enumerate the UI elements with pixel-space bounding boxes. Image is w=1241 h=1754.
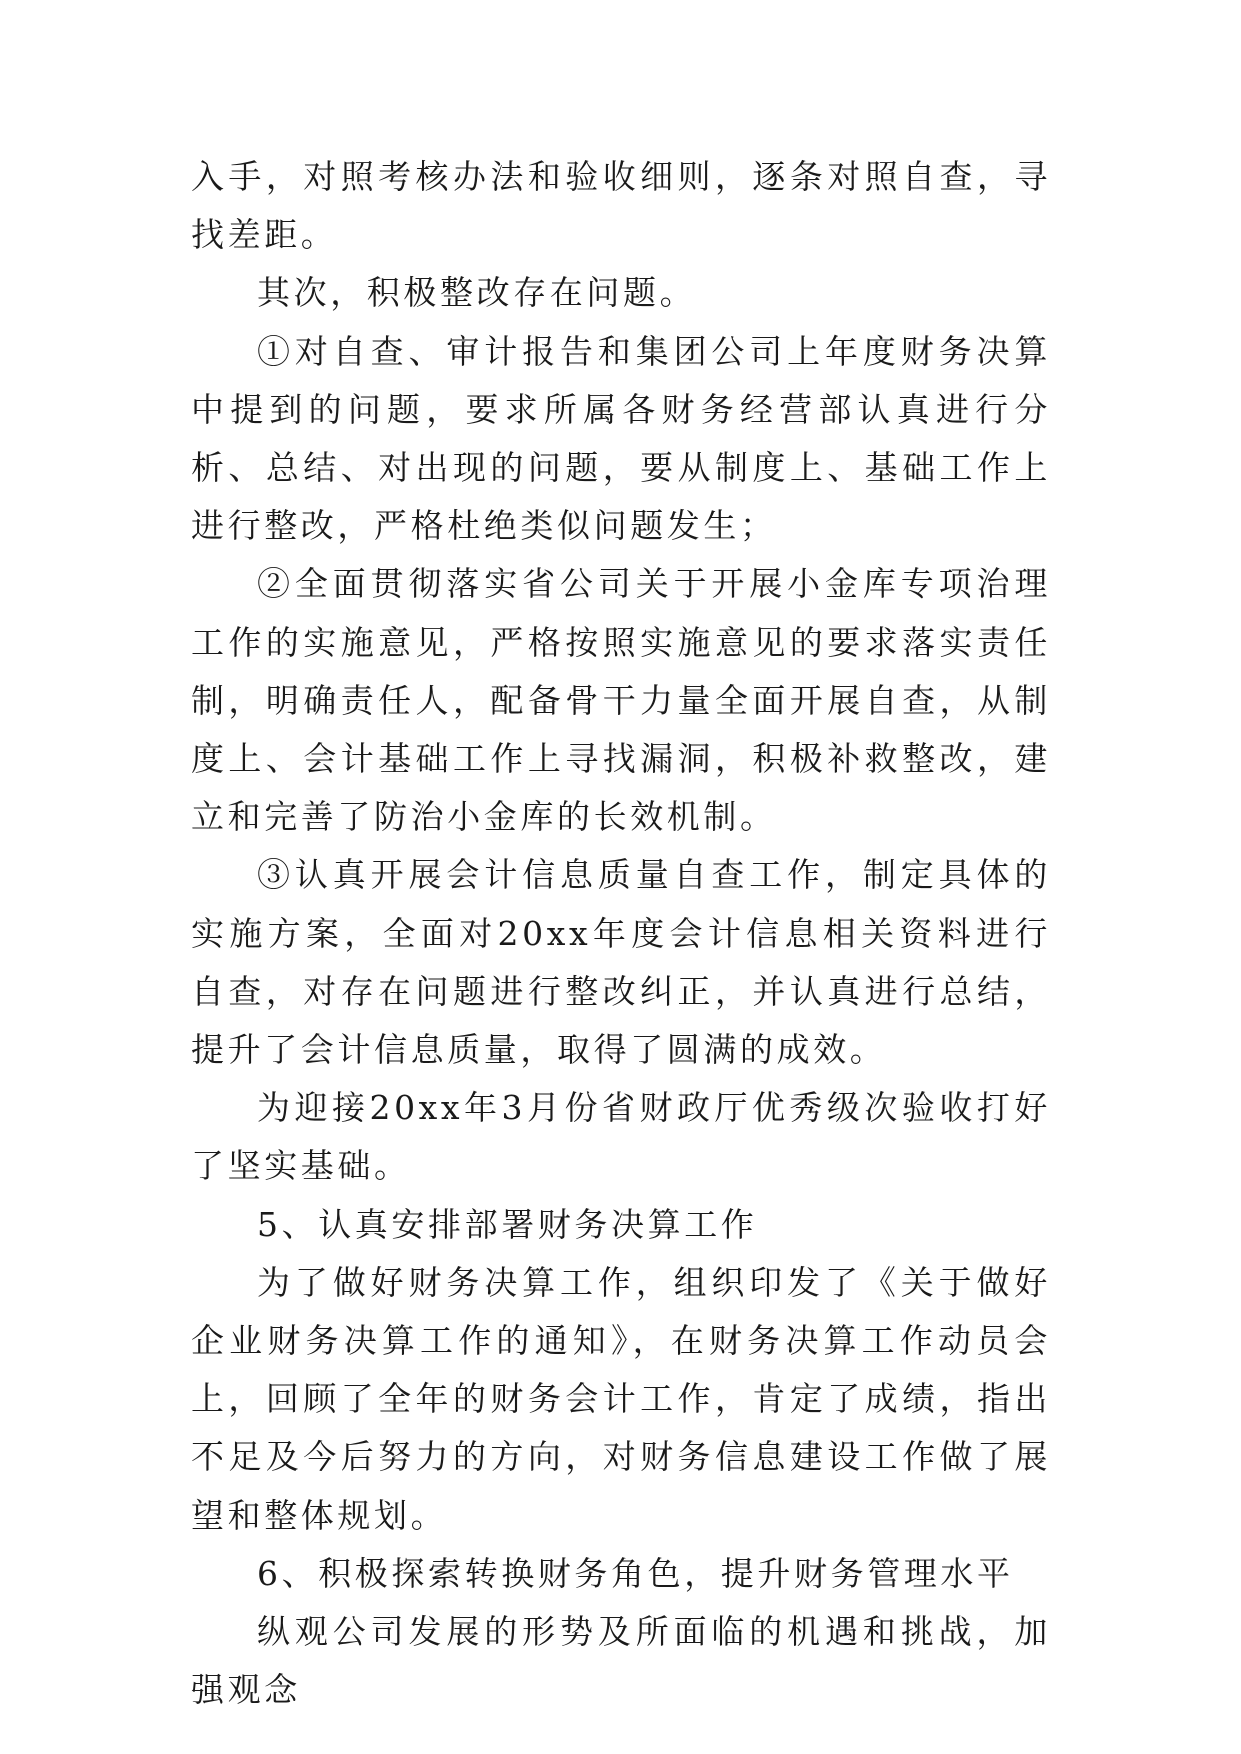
section-heading-6: 6、积极探索转换财务角色，提升财务管理水平	[257, 1553, 1014, 1593]
paragraph-item-1: ①对自查、审计报告和集团公司上年度财务决算中提到的问题，要求所属各财务经营部认真进行分析、总结、对出现的问题，要从制度上、基础工作上进行整改，严格杜绝类似问题发生；	[191, 331, 1051, 546]
paragraph-final-accounts: 为了做好财务决算工作，组织印发了《关于做好企业财务决算工作的通知》，在财务决算工作动员会上，回顾了全年的财务会计工作，肯定了成绩，指出不足及今后努力的方向，对财务信息建设工作做了展望和整体规划。	[191, 1262, 1051, 1535]
paragraph-continuation: 入手，对照考核办法和验收细则，逐条对照自查，寻找差距。	[191, 157, 1051, 255]
document-page	[191, 148, 1051, 1719]
paragraph-second-step: 其次，积极整改存在问题。	[257, 273, 697, 313]
paragraph-item-2: ②全面贯彻落实省公司关于开展小金库专项治理工作的实施意见，严格按照实施意见的要求落实责任制，明确责任人，配备骨干力量全面开展自查，从制度上、会计基础工作上寻找漏洞，积极补救整改，建立和完善了防治小金库的长效机制。	[191, 564, 1051, 837]
paragraph-acceptance: 为迎接20xx年3月份省财政厅优秀级次验收打好了坚实基础。	[191, 1088, 1051, 1186]
paragraph-item-3: ③认真开展会计信息质量自查工作，制定具体的实施方案，全面对20xx年度会计信息相关资料进行自查，对存在问题进行整改纠正，并认真进行总结，提升了会计信息质量，取得了圆满的成效。	[191, 855, 1051, 1070]
paragraph-outlook: 纵观公司发展的形势及所面临的机遇和挑战，加强观念	[191, 1612, 1051, 1710]
section-heading-5: 5、认真安排部署财务决算工作	[257, 1204, 758, 1244]
